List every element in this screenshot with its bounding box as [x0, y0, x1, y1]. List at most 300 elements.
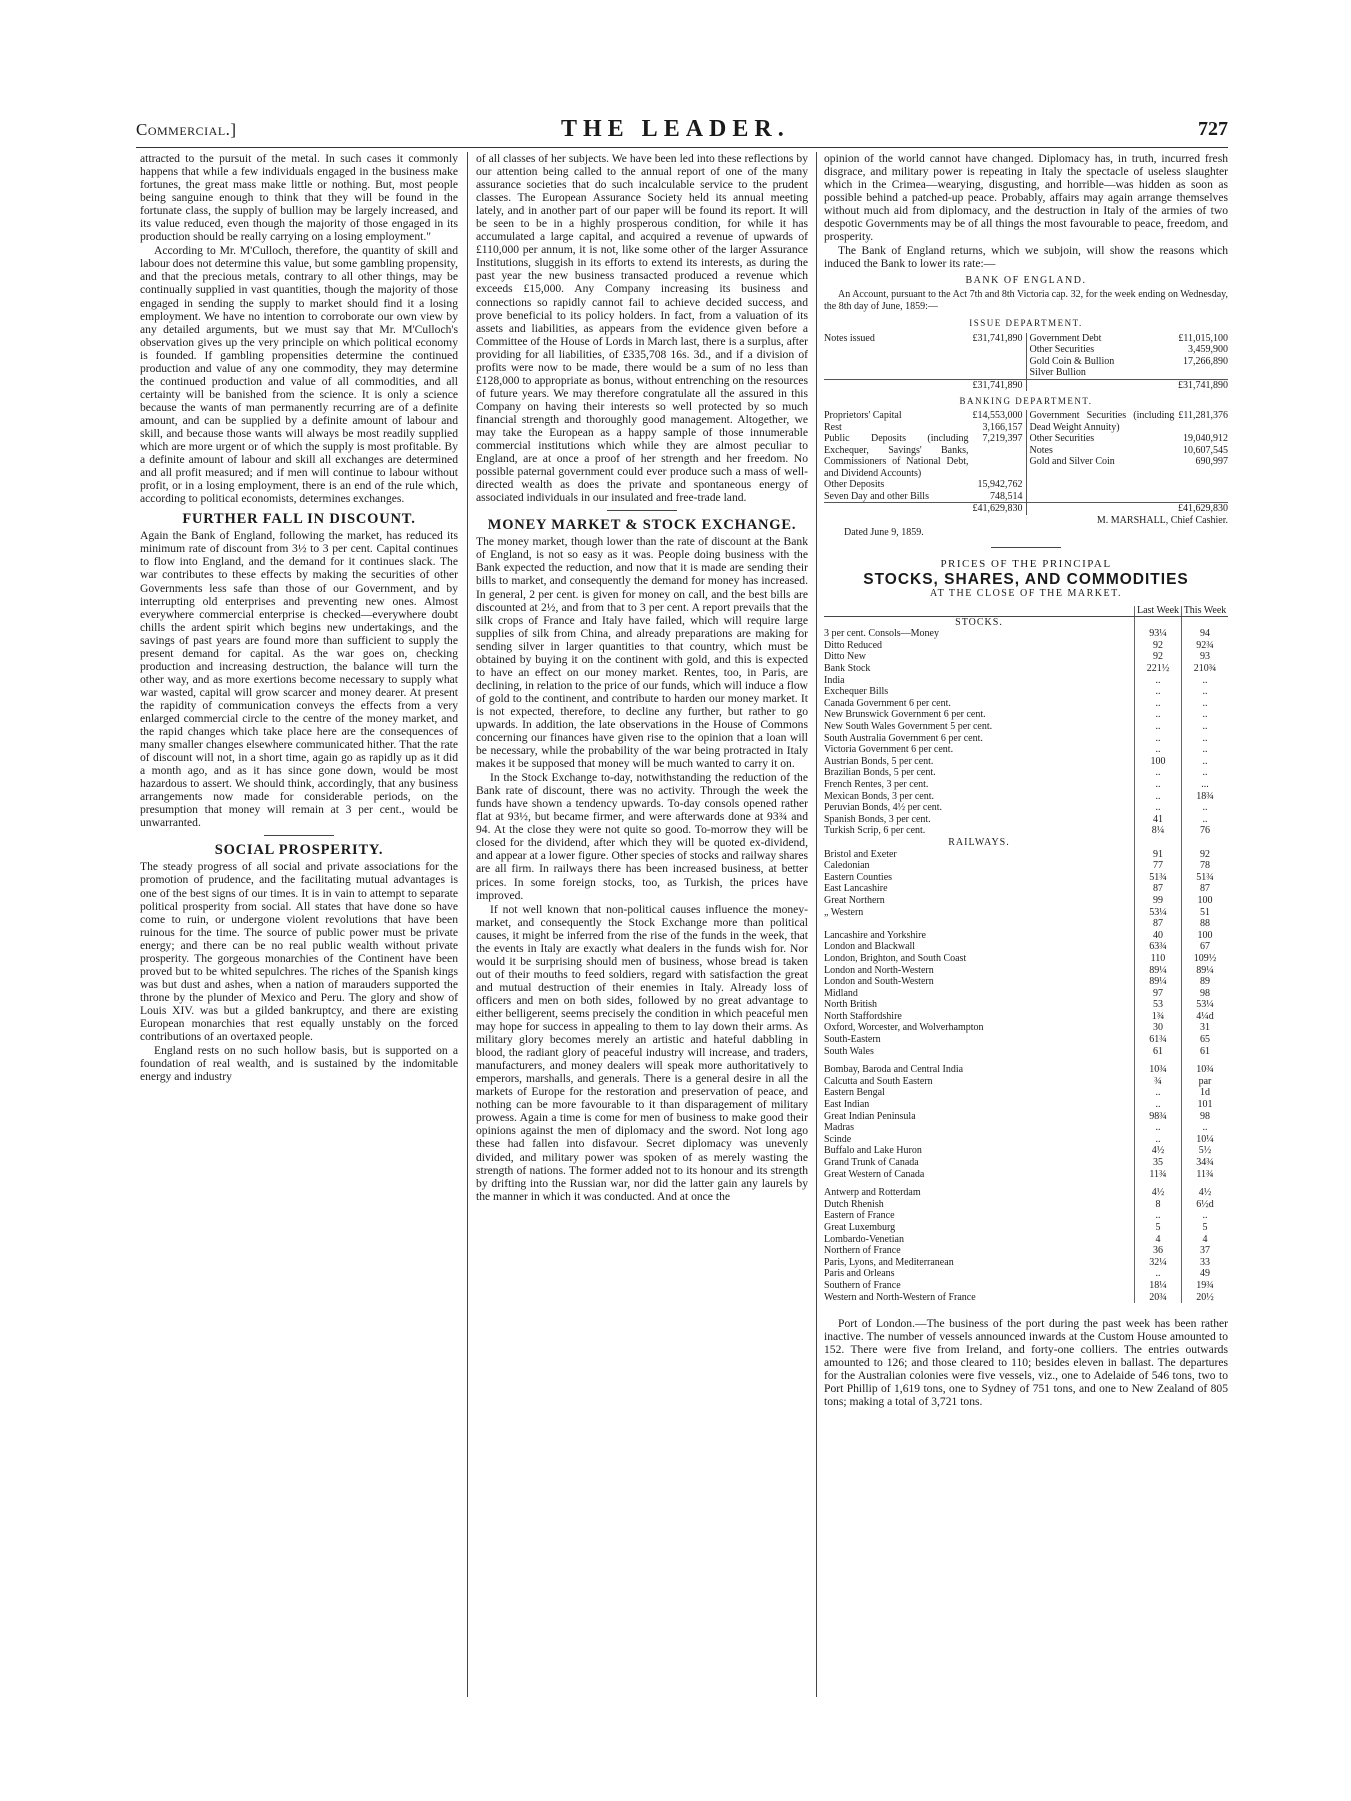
security-name: South-Eastern [824, 1034, 881, 1046]
table-row [824, 791, 1228, 803]
security-name: Great Western of Canada [824, 1168, 925, 1180]
table-row [824, 814, 1228, 826]
this-week-price: 10¼ [1182, 1134, 1229, 1146]
last-week-price: 8 [1135, 1199, 1182, 1211]
this-week-price: 100 [1182, 930, 1229, 942]
this-week-price: 49 [1182, 1268, 1229, 1280]
table-row [824, 1234, 1228, 1246]
table-row [824, 675, 1228, 687]
table-row [824, 1280, 1228, 1292]
table-row [824, 872, 1228, 884]
table-gap [824, 1180, 1228, 1187]
table-row [824, 1268, 1228, 1280]
security-name: Spanish Bonds, 3 per cent. [824, 813, 931, 825]
security-name: Oxford, Worcester, and Wolverhampton [824, 1022, 984, 1034]
account-value: 15,942,762 [977, 479, 1023, 491]
column-divider [816, 152, 817, 1697]
security-name: „ Western [824, 906, 864, 918]
this-week-price: 33 [1182, 1257, 1229, 1269]
table-row [824, 860, 1228, 872]
header-rule [136, 147, 1228, 148]
security-name: North Staffordshire [824, 1010, 902, 1022]
table-row [824, 883, 1228, 895]
this-week-price: .. [1182, 721, 1229, 733]
table-row [824, 640, 1228, 652]
last-week-price: 99 [1135, 895, 1182, 907]
security-name: London, Brighton, and South Coast [824, 952, 967, 964]
this-week-price: 89¼ [1182, 965, 1229, 977]
divider [264, 835, 334, 836]
security-name: Canada Government 6 per cent. [824, 697, 951, 709]
this-week-price: 93 [1182, 651, 1229, 663]
last-week-price: .. [1135, 779, 1182, 791]
bank-intro: An Account, pursuant to the Act 7th and 8th Victoria cap. 32, for the week ending on Wednesday, the 8th day of June, 1859:— [824, 289, 1228, 313]
security-name: Great Northern [824, 894, 885, 906]
article-paragraph: If not well known that non-political causes influence the money-market, and consequently the Stock Exchange more than political causes, it might be inferred from the rise of the funds in the week, that the events in Italy are exactly what dealers in the funds wish for. Nor would it be surprising should men of business, whose bread is taken out of their mouths to feed soldiers, regard with satisfaction the great and mutual destruction of their enemies in Italy. Already loss of officers and men on both sides, followed by no great advantage to either belligerent, seems precisely the condition in which peaceful men may hope for success in appealing to them to lay down their arms. As military glory becomes merely an artistic and hateful dabbling in blood, the radiant glory of peaceful industry will increase, and traders, manufacturers, and money dealers will speak more authoritatively to emperors, marshalls, and generals. There is a general desire in all the markets of Europe for the restoration and preservation of peace, and nothing can be more favourable to it than disparagement of military prowess. Again a time is come for men of business to make good their opinions against the men of diplomacy and the sword. Not long ago these had fallen into disfavour. Secret diplomacy was unevenly divided, and military power was spoken of as merely wasting the strength of nations. The former added not to its honour and its strength by drifting into the Russian war, nor did the latter gain any laurels by the manner in which it was conducted. And at once the [476, 902, 808, 1203]
account-value: 3,459,900 [1188, 344, 1228, 356]
last-week-price: 87 [1135, 883, 1182, 895]
table-row [824, 744, 1228, 756]
table-row [824, 1046, 1228, 1058]
security-name: Bombay, Baroda and Central India [824, 1064, 964, 1076]
table-row [824, 1145, 1228, 1157]
last-week-price: 4 [1135, 1234, 1182, 1246]
table-gap [824, 1057, 1228, 1064]
table-row [824, 663, 1228, 675]
last-week-price: .. [1135, 686, 1182, 698]
this-week-price: 5½ [1182, 1145, 1229, 1157]
this-week-price: 31 [1182, 1022, 1229, 1034]
banking-row [824, 479, 1023, 491]
column-three [824, 152, 1228, 1409]
security-name: North British [824, 999, 878, 1011]
table-row [824, 965, 1228, 977]
last-week-price: 18¼ [1135, 1280, 1182, 1292]
article-paragraph: opinion of the world cannot have changed. Diplomacy has, in truth, incurred fresh disgrace, and military power is repeating in Italy the spectacle of useless slaughter which in the Crimea—wearying, disgusting, and horrible—was hidden as soon as possible behind a patched-up peace. Probably, affairs may again arrange themselves without much aid from diplomacy, and the destruction in Italy of the armies of two despotic Governments may be of all things the most favourable to peace, freedom, and prosperity. [824, 152, 1228, 244]
gap-cell [824, 1057, 1135, 1064]
account-value: 3,166,157 [982, 421, 1023, 433]
this-week-price: 98 [1182, 1111, 1229, 1123]
security-name: Brazilian Bonds, 5 per cent. [824, 767, 936, 779]
security-name: Great Luxemburg [824, 1221, 896, 1233]
table-row [824, 1222, 1228, 1234]
divider [607, 510, 677, 511]
banking-row [1030, 445, 1229, 457]
last-week-price: 93¼ [1135, 628, 1182, 640]
account-label: Proprietors' Capital [824, 410, 902, 422]
this-week-price: 88 [1182, 918, 1229, 930]
security-name: Lancashire and Yorkshire [824, 929, 926, 941]
this-week-price: 1d [1182, 1087, 1229, 1099]
last-week-header: Last Week [1135, 606, 1182, 617]
cashier-signature: M. MARSHALL, Chief Cashier. [1096, 514, 1228, 526]
account-value: 7,219,397 [982, 433, 1023, 445]
banking-row [1030, 456, 1229, 468]
security-name: New Brunswick Government 6 per cent. [824, 709, 986, 721]
this-week-price: 98 [1182, 988, 1229, 1000]
account-value [1157, 367, 1228, 379]
spacer-cell [1182, 616, 1229, 628]
table-row [824, 698, 1228, 710]
article-paragraph: The steady progress of all social and private associations for the promotion of prudence, and the facilitating mutual advantages is one of the best signs of our times. It is in vain to attempt to separate political prosperity from social. All states that have done so have come to ruin, or undergone violent revolutions that have been ruinous for the time. The source of public power must be private energy; and there can be no real public wealth without private prosperity. The gorgeous monarchies of the Continent have been proved but to be whited sepulchres. The riches of the Spanish kings was but dust and ashes, when a nation of marauders supported the throne by the plunder of Mexico and Peru. The glory and show of Louis XIV. was but a gilded bankruptcy, and there are existing European monarchies that rest equally unstably on the forced contributions of an overtaxed people. [140, 860, 458, 1044]
security-name: Paris and Orleans [824, 1268, 895, 1280]
security-name: Midland [824, 987, 858, 999]
this-week-price: 5 [1182, 1222, 1229, 1234]
gap-cell [824, 1180, 1135, 1187]
banking-row [824, 410, 1023, 422]
article-paragraph: The money market, though lower than the rate of discount at the Bank of England, is not so easy as it was. People doing business with the Bank expected the reduction, and now that it is made are sending their bills to market, and consequently the demand for money has increased. In general, 2 per cent. is given for money on call, and the best bills are discounted at 2½, and from that to 3 per cent. A report prevails that the silk crops of France and Italy have failed, which will require large supplies of silk from China, and already preparations are making for sending silver in larger quantities to that country, which must be obtained by buying it on the continent with gold, and this is expected to have an effect on our money market. Rentes, too, in Paris, are declining, in relation to the price of our funds, which will induce a flow of gold to the continent, and contribute to harden our money market. It is not expected, therefore, to decline any further, but rather to go upwards. In addition, the late observations in the House of Commons concerning our finances have given rise to the opinion that a loan will be necessary, while the probability of the war being protracted in Italy makes it be supposed that money will be much wanted to carry it on. [476, 535, 808, 771]
last-week-price: .. [1135, 675, 1182, 687]
section-label: RAILWAYS. [948, 836, 1010, 848]
last-week-price: .. [1135, 721, 1182, 733]
account-value: 19,040,912 [1183, 433, 1228, 445]
table-row [824, 709, 1228, 721]
account-label: Rest [824, 421, 842, 433]
security-name: London and South-Western [824, 976, 934, 988]
page-number: 727 [1198, 118, 1228, 140]
last-week-price: 41 [1135, 814, 1182, 826]
security-name: Turkish Scrip, 6 per cent. [824, 825, 926, 837]
last-week-price: 40 [1135, 930, 1182, 942]
this-week-price: 109½ [1182, 953, 1229, 965]
security-name: Grand Trunk of Canada [824, 1157, 919, 1169]
column-two [476, 152, 808, 1204]
security-name: London and North-Western [824, 964, 934, 976]
page-header [136, 118, 1228, 148]
article-paragraph: According to Mr. M'Culloch, therefore, the quantity of skill and labour does not determine this value, but some gambling propensity, and that the precious metals, contrary to all other things, may be continually supplied in vast quantities, though the majority of those engaged in sending the supply to market should find it a losing employment. We have no intention to corroborate our own view by any detailed arguments, but we must say that Mr. M'Culloch's observation gives up the very principle on which political economy is founded. If gambling propensities determine the continued production and value of any one commodity, they may determine the continued production and value of all commodities, and all certainty will be banished from the science. It is only a science because the wants of man permanently recurring are of a definite amount, and can be supplied by a definite amount of labour and skill, and because those wants will always be most readily supplied which are more urgent or of which the supply is most profitable. By a definite amount of labour and skill all exchanges are determined and all profit measured; and if men will continue to labour without profit, or in a losing employment, there is an end of the rule which, according to political economists, determines exchanges. [140, 244, 458, 506]
security-name: New South Wales Government 5 per cent. [824, 721, 993, 733]
last-week-price: 87 [1135, 918, 1182, 930]
this-week-header: This Week [1182, 606, 1229, 617]
account-label: Government Debt [1029, 332, 1102, 344]
security-name: Mexican Bonds, 3 per cent. [824, 790, 934, 802]
last-week-price: 5 [1135, 1222, 1182, 1234]
this-week-price: 101 [1182, 1099, 1229, 1111]
table-row [824, 976, 1228, 988]
this-week-price: 19¾ [1182, 1280, 1229, 1292]
security-name: Eastern Bengal [824, 1087, 885, 1099]
issue-row [1030, 333, 1229, 345]
last-week-price: 91 [1135, 849, 1182, 861]
last-week-price: 100 [1135, 756, 1182, 768]
last-week-price: .. [1135, 709, 1182, 721]
table-row [824, 802, 1228, 814]
security-name: Ditto New [824, 651, 866, 663]
this-week-price: 87 [1182, 883, 1229, 895]
banking-row [824, 422, 1023, 434]
security-name: India [824, 674, 845, 686]
table-row [824, 1245, 1228, 1257]
table-row [824, 721, 1228, 733]
table-row [824, 779, 1228, 791]
issue-total-right: £31,741,890 [1026, 379, 1228, 391]
account-value: £31,741,890 [972, 332, 1023, 344]
this-week-price: .. [1182, 802, 1229, 814]
security-name: Calcutta and South Eastern [824, 1075, 933, 1087]
table-row [824, 1076, 1228, 1088]
last-week-price: 30 [1135, 1022, 1182, 1034]
this-week-price: 34¾ [1182, 1157, 1229, 1169]
last-week-price: 92 [1135, 651, 1182, 663]
this-week-price: 4¼d [1182, 1011, 1229, 1023]
this-week-price: 67 [1182, 941, 1229, 953]
last-week-price: .. [1135, 791, 1182, 803]
table-section-heading [824, 837, 1228, 849]
last-week-price: 53 [1135, 999, 1182, 1011]
gap-cell [1135, 1057, 1182, 1064]
this-week-price: 210¾ [1182, 663, 1229, 675]
last-week-price: 89¼ [1135, 965, 1182, 977]
banking-row [1030, 410, 1229, 433]
banking-row [824, 491, 1023, 503]
table-row [824, 1169, 1228, 1181]
last-week-price: 97 [1135, 988, 1182, 1000]
account-value: 10,607,545 [1183, 444, 1228, 456]
account-value: £11,281,376 [1178, 410, 1228, 422]
this-week-price: 18¾ [1182, 791, 1229, 803]
this-week-price: .. [1182, 1122, 1229, 1134]
security-name: Lombardo-Venetian [824, 1233, 904, 1245]
table-row [824, 895, 1228, 907]
account-label: Government Securities (including Dead Weight Annuity) [1029, 410, 1175, 433]
article-paragraph: The Bank of England returns, which we subjoin, will show the reasons which induced the Bank to lower its rate:— [824, 244, 1228, 271]
account-value: £11,015,100 [1178, 332, 1228, 344]
this-week-price: 20½ [1182, 1292, 1229, 1304]
last-week-price: 35 [1135, 1157, 1182, 1169]
last-week-price: 32¼ [1135, 1257, 1182, 1269]
last-week-price: .. [1135, 1210, 1182, 1222]
account-value: £14,553,000 [972, 410, 1023, 422]
table-row [824, 953, 1228, 965]
this-week-price: 10¾ [1182, 1064, 1229, 1076]
article-paragraph: England rests on no such hollow basis, but is supported on a foundation of real wealth, and is sustained by the indomitable energy and industry [140, 1044, 458, 1084]
stocks-title: STOCKS, SHARES, AND COMMODITIES [863, 570, 1189, 588]
last-week-price: 221½ [1135, 663, 1182, 675]
security-name: Peruvian Bonds, 4½ per cent. [824, 802, 943, 814]
last-week-price: 36 [1135, 1245, 1182, 1257]
table-row [824, 918, 1228, 930]
account-value: 690,997 [1195, 456, 1228, 468]
this-week-price: .. [1182, 675, 1229, 687]
this-week-price: .. [1182, 814, 1229, 826]
table-row [824, 756, 1228, 768]
this-week-price: ... [1182, 779, 1229, 791]
this-week-price: 4½ [1182, 1187, 1229, 1199]
security-name: Dutch Rhenish [824, 1198, 884, 1210]
security-name: Bank Stock [824, 663, 871, 675]
account-label: Other Deposits [824, 479, 885, 491]
account-label: Seven Day and other Bills [824, 490, 929, 502]
security-name: Ditto Reduced [824, 639, 883, 651]
account-label: Other Securities [1029, 433, 1095, 445]
this-week-price: .. [1182, 1210, 1229, 1222]
account-label: Notes [1029, 444, 1053, 456]
security-name: Austrian Bonds, 5 per cent. [824, 755, 934, 767]
last-week-price: .. [1135, 698, 1182, 710]
last-week-price: 77 [1135, 860, 1182, 872]
issue-total-left: £31,741,890 [824, 379, 1026, 391]
this-week-price: 78 [1182, 860, 1229, 872]
section-heading: FURTHER FALL IN DISCOUNT. [182, 511, 416, 528]
table-row [824, 651, 1228, 663]
security-name: Great Indian Peninsula [824, 1110, 916, 1122]
bank-title: BANK OF ENGLAND. [965, 275, 1087, 287]
table-row [824, 1099, 1228, 1111]
issue-row [1030, 356, 1229, 368]
table-row [824, 733, 1228, 745]
section-heading: MONEY MARKET & STOCK EXCHANGE. [487, 517, 797, 534]
table-row [824, 1187, 1228, 1199]
security-name: South Australia Government 6 per cent. [824, 732, 983, 744]
this-week-price: 11¾ [1182, 1169, 1229, 1181]
gap-cell [1182, 1180, 1229, 1187]
table-row [824, 849, 1228, 861]
table-row [824, 1111, 1228, 1123]
last-week-price: 51¾ [1135, 872, 1182, 884]
this-week-price: .. [1182, 733, 1229, 745]
this-week-price: 37 [1182, 1245, 1229, 1257]
this-week-price: 94 [1182, 628, 1229, 640]
this-week-price: 4 [1182, 1234, 1229, 1246]
table-row [824, 907, 1228, 919]
gap-cell [1182, 1057, 1229, 1064]
banking-total-right: £41,629,830 [1026, 503, 1228, 515]
banking-row [824, 433, 1023, 479]
this-week-price: .. [1182, 756, 1229, 768]
this-week-price: 61 [1182, 1046, 1229, 1058]
table-section-heading [824, 616, 1228, 628]
last-week-price: .. [1135, 1122, 1182, 1134]
last-week-price: 98¾ [1135, 1111, 1182, 1123]
last-week-price: .. [1135, 767, 1182, 779]
table-row [824, 1064, 1228, 1076]
table-row [824, 941, 1228, 953]
this-week-price: 92¾ [1182, 640, 1229, 652]
table-row [824, 1157, 1228, 1169]
last-week-price: 8¼ [1135, 825, 1182, 837]
last-week-price: 53¼ [1135, 907, 1182, 919]
last-week-price: .. [1135, 1099, 1182, 1111]
issue-department-table [824, 333, 1228, 392]
article-paragraph: of all classes of her subjects. We have been led into these reflections by our attention being called to the annual report of one of the many assurance societies that do such incalculable service to the prudent classes. The European Assurance Society held its annual meeting lately, and in another part of our paper will be found its report. It will be seen to be in a highly prosperous condition, for while it has accumulated a large capital, and acquired a revenue of upwards of £110,000 per annum, it is not, like some other of the larger Assurance Institutions, sluggish in its efforts to extend its interests, as during the past year the new business transacted produced a revenue which exceeds £15,000. Any Company increasing its business and connections so rapidly cannot fail to achieve decided success, and prove beneficial to its policy holders. In fact, from a valuation of its assets and liabilities, as appears from the evidence given before a Committee of the House of Lords in March last, there is a surplus, after providing for all liabilities, of £335,708 16s. 3d., and if a division of profits were now to be made, there would be a sum of no less than £128,000 to appropriate as bonus, without entrenching on the resources of future years. We may therefore congratulate all the assured in this Company on having their interests so well protected by so much financial strength and thoroughly good management. Altogether, we may take the European as a happy sample of those innumerable commercial institutions which while they are almost peculiar to England, are at once a proof of her strength and her freedom. No possible paternal government could ever produce such a mass of well-directed wealth as does the private and spontaneous energy of associated individuals in our insulated and free-trade land. [476, 152, 808, 505]
issue-department-title: ISSUE DEPARTMENT. [969, 318, 1083, 329]
last-week-price: .. [1135, 1134, 1182, 1146]
issue-row [824, 333, 1023, 345]
this-week-price: .. [1182, 686, 1229, 698]
security-name: 3 per cent. Consols—Money [824, 628, 939, 640]
table-row [824, 1134, 1228, 1146]
banking-total-left: £41,629,830 [824, 503, 1026, 515]
section-label: Commercial.] [136, 120, 237, 139]
this-week-price: par [1182, 1076, 1229, 1088]
last-week-price: 89¼ [1135, 976, 1182, 988]
table-row [824, 1210, 1228, 1222]
stocks-table [824, 606, 1228, 1303]
column-divider [467, 152, 468, 1697]
security-name [824, 918, 1135, 930]
table-row [824, 999, 1228, 1011]
this-week-price: .. [1182, 698, 1229, 710]
account-value: 17,266,890 [1183, 355, 1228, 367]
table-row [824, 825, 1228, 837]
this-week-price: 6½d [1182, 1199, 1229, 1211]
this-week-price: .. [1182, 744, 1229, 756]
this-week-price: 51 [1182, 907, 1229, 919]
table-row [824, 1199, 1228, 1211]
security-name: Antwerp and Rotterdam [824, 1187, 921, 1199]
security-name: Southern of France [824, 1279, 901, 1291]
table-row [824, 1087, 1228, 1099]
security-name: East Indian [824, 1099, 870, 1111]
last-week-price: 4½ [1135, 1145, 1182, 1157]
banking-department-table [824, 410, 1228, 515]
security-name: Buffalo and Lake Huron [824, 1145, 922, 1157]
gap-cell [1135, 1180, 1182, 1187]
last-week-price: .. [1135, 1087, 1182, 1099]
security-name: Western and North-Western of France [824, 1291, 976, 1303]
table-row [824, 1034, 1228, 1046]
banking-department-title: BANKING DEPARTMENT. [959, 396, 1093, 407]
security-name: Northern of France [824, 1245, 901, 1257]
last-week-price: 4½ [1135, 1187, 1182, 1199]
table-row [824, 767, 1228, 779]
security-name: London and Blackwall [824, 941, 916, 953]
security-name: Exchequer Bills [824, 686, 889, 698]
security-name: Scinde [824, 1133, 852, 1145]
article-paragraph: Again the Bank of England, following the market, has reduced its minimum rate of discount from 3½ to 3 per cent. Capital continues to flow into England, and the demand for it continues slack. The war contributes to these effects by making the securities of other Governments less safe than those of our Government, and by interrupting old enterprises and preventing new ones. Almost everywhere commercial enterprise is checked—everywhere doubt chills the ardent spirit which begins new undertakings, and the savings of past years are found more than sufficient to supply the present demand for capital. As the war goes on, checking production and increasing destruction, the balance will turn the other way, and as more exertions become necessary to supply what war wasted, capital will grow scarcer and money dearer. At present the rapidity of communication conveys the effects from a very enlarged commercial circle to the centre of the money market, and the rapid changes which take place here are the consequences of many smaller changes elsewhere communicated hither. That the rate of discount will not, in a short time, again go as rapidly up as it did a month ago, and as it has since gone down, would be most hazardous to assert. We should think, accordingly, that any business arrangements now made for considerable periods, on the presumption that money will remain at 3 per cent., would be unwarranted. [140, 529, 458, 830]
this-week-price: 76 [1182, 825, 1229, 837]
section-heading: SOCIAL PROSPERITY. [214, 842, 384, 859]
this-week-price: 51¾ [1182, 872, 1229, 884]
banking-row [1030, 433, 1229, 445]
newspaper-title: THE LEADER. [561, 116, 790, 142]
last-week-price: .. [1135, 744, 1182, 756]
security-name: French Rentes, 3 per cent. [824, 779, 929, 791]
table-row [824, 1292, 1228, 1304]
prices-title: PRICES OF THE PRINCIPAL [940, 557, 1112, 570]
last-week-price: 61¾ [1135, 1034, 1182, 1046]
last-week-price: 20¾ [1135, 1292, 1182, 1304]
last-week-price: .. [1135, 733, 1182, 745]
this-week-price: 100 [1182, 895, 1229, 907]
dated-line: Dated June 9, 1859. [844, 526, 924, 538]
account-label: Gold and Silver Coin [1029, 456, 1115, 468]
security-name: South Wales [824, 1045, 874, 1057]
section-label: STOCKS. [955, 616, 1003, 628]
table-row [824, 1257, 1228, 1269]
account-label: Other Securities [1029, 344, 1095, 356]
security-name: Eastern of France [824, 1210, 895, 1222]
stocks-subtitle: AT THE CLOSE OF THE MARKET. [930, 587, 1122, 599]
security-name: Caledonian [824, 860, 870, 872]
this-week-price: 53¼ [1182, 999, 1229, 1011]
column-one [140, 152, 458, 1084]
last-week-price: 61 [1135, 1046, 1182, 1058]
table-row [824, 1022, 1228, 1034]
last-week-price: 10¾ [1135, 1064, 1182, 1076]
issue-row [1030, 367, 1229, 379]
account-label: Public Deposits (including Exchequer, Savings' Banks, Commissioners of National Debt, and Dividend Accounts) [824, 433, 969, 479]
spacer-cell [1135, 616, 1182, 628]
this-week-price: 65 [1182, 1034, 1229, 1046]
security-name: Bristol and Exeter [824, 848, 897, 860]
account-value: 748,514 [990, 490, 1023, 502]
last-week-price: .. [1135, 802, 1182, 814]
table-row [824, 628, 1228, 640]
security-name: Madras [824, 1122, 854, 1134]
last-week-price: 11¾ [1135, 1169, 1182, 1181]
account-label: Gold Coin & Bullion [1029, 355, 1115, 367]
